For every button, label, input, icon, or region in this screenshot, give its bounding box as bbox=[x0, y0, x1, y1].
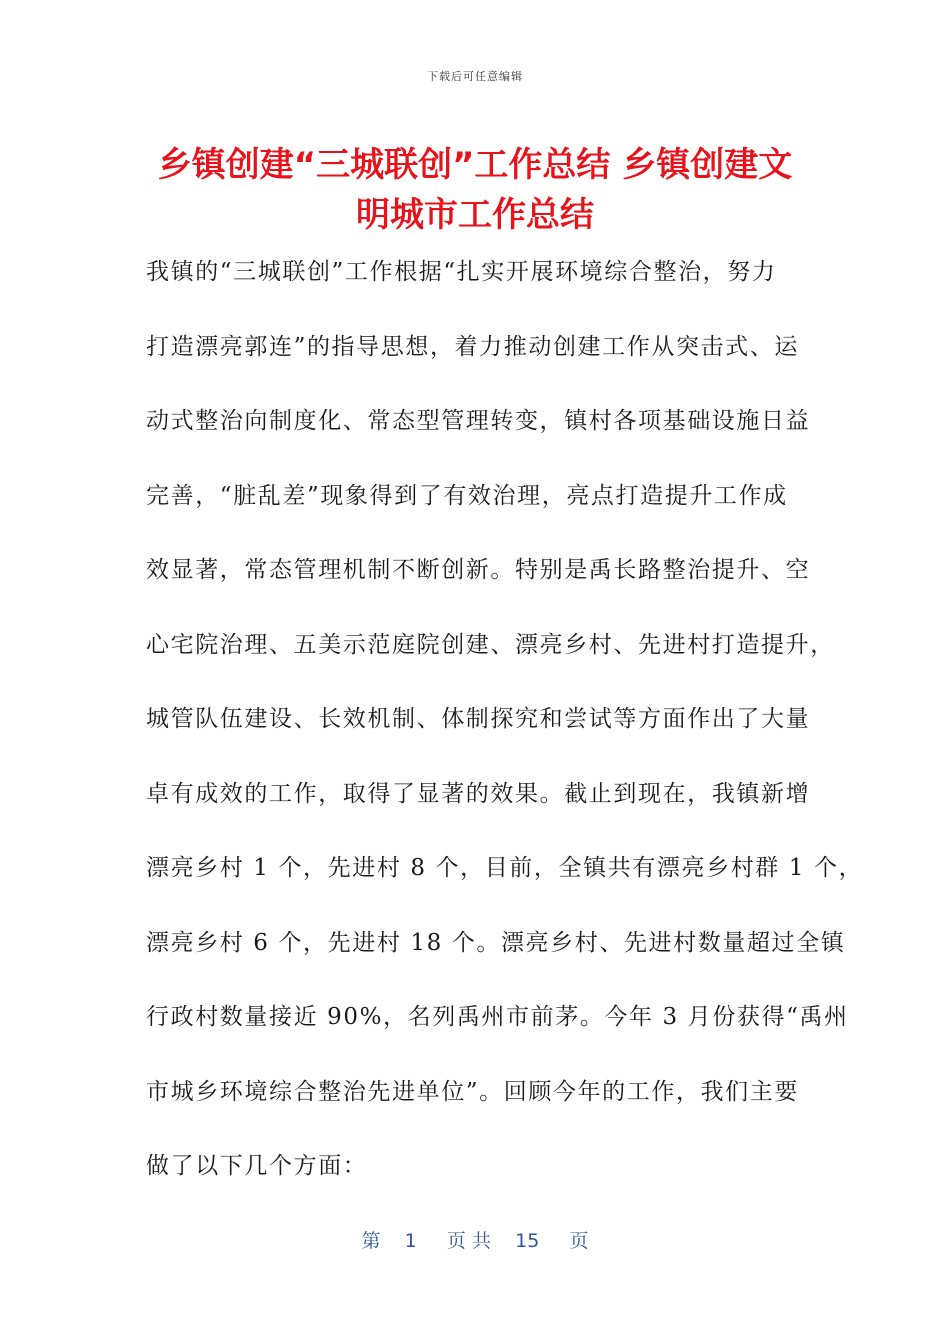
page-label-prefix: 第 bbox=[361, 1230, 381, 1252]
page-number: 1 bbox=[404, 1230, 417, 1252]
paragraph-line: 市城乡环境综合整治先进单位”。回顾今年的工作，我们主要 bbox=[146, 1078, 799, 1105]
body-paragraph bbox=[146, 250, 864, 1219]
page-label-mid: 页 共 bbox=[446, 1230, 491, 1252]
page-footer bbox=[0, 1226, 950, 1253]
header-note: 下载后可任意编辑 bbox=[427, 70, 523, 83]
paragraph-line: 卓有成效的工作，取得了显著的效果。截止到现在，我镇新增 bbox=[146, 780, 811, 807]
page-label-suffix: 页 bbox=[569, 1230, 589, 1252]
total-pages: 15 bbox=[515, 1230, 540, 1252]
paragraph-line: 做了以下几个方面： bbox=[146, 1153, 368, 1179]
paragraph-line: 漂亮乡村 6 个，先进村 18 个。漂亮乡村、先进村数量超过全镇 bbox=[146, 929, 846, 956]
paragraph-line: 我镇的“三城联创”工作根据“扎实开展环境综合整治，努力 bbox=[146, 259, 777, 285]
document-title bbox=[140, 140, 810, 240]
paragraph-line: 打造漂亮郭连”的指导思想，着力推动创建工作从突击式、运 bbox=[146, 333, 799, 360]
title-line-2: 明城市工作总结 bbox=[356, 195, 594, 235]
paragraph-line: 完善，“脏乱差”现象得到了有效治理，亮点打造提升工作成 bbox=[146, 482, 788, 509]
paragraph-line: 效显著，常态管理机制不断创新。特别是禹长路整治提升、空 bbox=[146, 557, 811, 583]
paragraph-line: 城管队伍建设、长效机制、体制探究和尝试等方面作出了大量 bbox=[146, 706, 811, 732]
paragraph-line: 漂亮乡村 1 个，先进村 8 个，目前，全镇共有漂亮乡村群 1 个， bbox=[146, 855, 864, 881]
title-line-1: 乡镇创建“三城联创”工作总结 乡镇创建文 bbox=[157, 145, 793, 185]
paragraph-line: 行政村数量接近 90%，名列禹州市前茅。今年 3 月份获得“禹州 bbox=[146, 1004, 849, 1030]
paragraph-line: 动式整治向制度化、常态型管理转变，镇村各项基础设施日益 bbox=[146, 408, 811, 434]
paragraph-line: 心宅院治理、五美示范庭院创建、漂亮乡村、先进村打造提升， bbox=[146, 631, 835, 658]
